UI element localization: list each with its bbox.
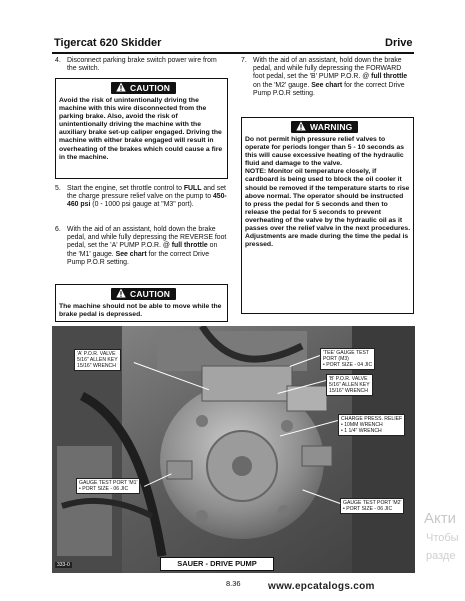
caution-badge-2: CAUTION [111, 288, 176, 300]
warning-badge: WARNING [291, 121, 358, 133]
header-rule [52, 52, 414, 54]
watermark-line-2: Чтобы [426, 532, 459, 544]
caution-text-1: Avoid the risk of unintentionally driving the machine with this wire disconnected from the parking brake. Also, avoid the risk of unintentionally driving the machine with the auxiliary brake set-up caliper engaged. Driving the machine with either brake engaged will result in overheating of the brakes which could cause a fire in the machine. [59, 97, 223, 161]
callout-gauge-port-m1: GAUGE TEST PORT 'M1' • PORT SIZE - 06 JIC [76, 478, 140, 494]
website-url[interactable]: www.epcatalogs.com [268, 581, 375, 592]
drive-pump-photo [52, 326, 415, 573]
callout-tee-gauge-port: 'TEE' GAUGE TEST PORT (M3) • PORT SIZE - 04 JIC [320, 348, 375, 370]
warning-triangle-icon [116, 288, 126, 298]
step-4: 4. Disconnect parking brake switch power wire from the switch. [55, 57, 227, 73]
photo-caption: SAUER - DRIVE PUMP [160, 557, 274, 571]
section-title: Drive [385, 37, 413, 49]
warning-triangle-icon [116, 82, 126, 92]
document-title: Tigercat 620 Skidder [54, 37, 162, 49]
caution-box-1 [55, 78, 228, 179]
callout-charge-press-relief: CHARGE PRESS. RELIEF • 10MM WRENCH • 1 1/4" WRENCH [338, 414, 405, 436]
watermark-line-1: Акти [424, 510, 456, 527]
step-6: 6. With the aid of an assistant, hold down the brake pedal, and while fully depressing the REVERSE foot pedal, set the 'A' PUMP P.O.R. @ full throttle on the 'M1' gauge. See chart for the correct Drive Pump P.O.R setting. [55, 226, 227, 266]
caution-text-2: The machine should not be able to move while the brake pedal is depressed. [59, 303, 222, 319]
page-number: 8.36 [226, 579, 241, 588]
caution-badge-1: CAUTION [111, 82, 176, 94]
watermark-line-3: разде [426, 550, 456, 562]
callout-a-por-valve: 'A' P.O.R. VALVE 5/16" ALLEN KEY 15/16" WRENCH [74, 349, 121, 371]
step-5: 5. Start the engine, set throttle control to FULL and set the charge pressure relief valve on the pump to 450-460 psi (0 - 1000 psi gauge at "M3" port). [55, 185, 227, 209]
step-4-text: Disconnect parking brake switch power wire from the switch. [67, 57, 217, 73]
caution-box-2 [55, 284, 228, 322]
warning-triangle-icon [296, 121, 306, 131]
callout-b-por-valve: 'B' P.O.R. VALVE 5/16" ALLEN KEY 15/16" WRENCH [326, 374, 373, 396]
warning-box [241, 117, 414, 314]
step-7: 7. With the aid of an assistant, hold down the brake pedal, and while fully depressing the FORWARD foot pedal, set the 'B' PUMP P.O.R. @ full throttle on the 'M2' gauge. See chart for the correct Drive Pump P.O.R setting. [241, 57, 408, 97]
callout-gauge-port-m2: GAUGE TEST PORT 'M2' • PORT SIZE - 06 JIC [340, 498, 404, 514]
warning-text: Do not permit high pressure relief valves to operate for periods longer than 5 - 10 seconds as this will cause excessive heating of the hydraulic fluid and damage to the valve. NOTE: Monitor oil temperature closely, if cardboard is being used to block the oil cooler it should be removed if the temperature starts to rise above normal. The operator should be instructed to press the pedal for 5 seconds and then to release the pedal for 5 seconds to prevent overheating of the valve by the hydraulic oil as it passes over the relief valve in the next procedures. Adjustments are made during the time the pedal is pressed. [245, 136, 411, 249]
figure-id: 333-0 [57, 562, 70, 568]
